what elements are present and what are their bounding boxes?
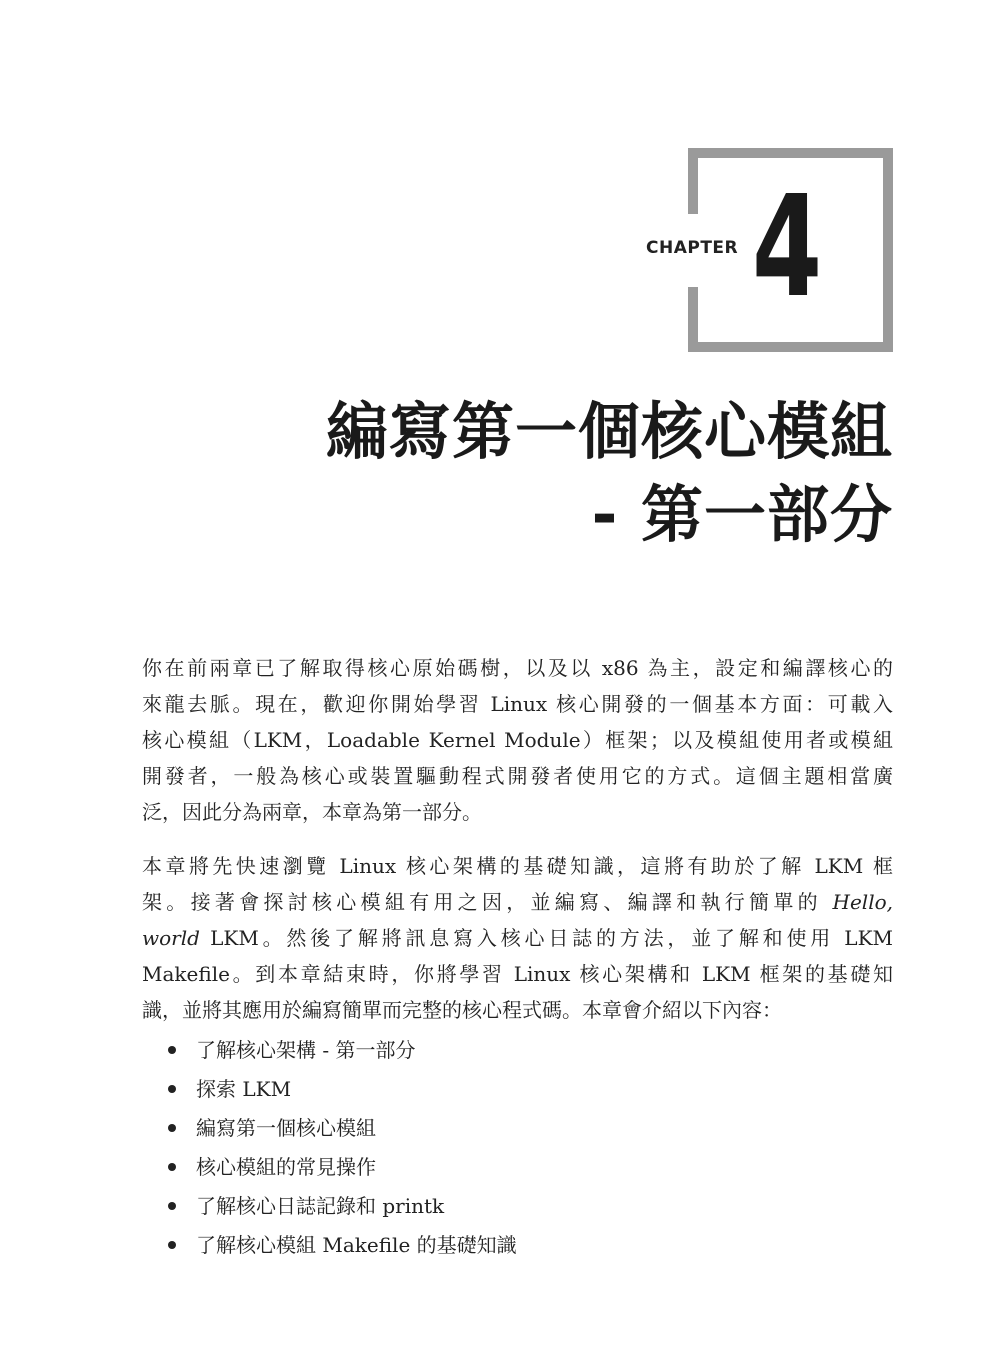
list-item-text: 了解核心模組 Makefile 的基礎知識 bbox=[196, 1232, 517, 1257]
bullet-icon bbox=[168, 1241, 176, 1249]
intro-paragraph-1 bbox=[142, 650, 893, 830]
bullet-icon bbox=[168, 1124, 176, 1132]
list-item-text: 了解核心日誌記錄和 printk bbox=[196, 1193, 445, 1218]
text-line bbox=[142, 884, 893, 920]
text-segment: 架。接著會探討核心模組有用之因，並編寫、編譯和執行簡單的 bbox=[142, 890, 833, 914]
list-item bbox=[168, 1225, 517, 1264]
chapter-frame-left-bottom bbox=[688, 287, 698, 352]
text-line: 本章將先快速瀏覽 Linux 核心架構的基礎知識，這將有助於了解 LKM 框 bbox=[142, 854, 893, 878]
text-segment: LKM。然後了解將訊息寫入核心日誌的方法，並了解和使用 LKM bbox=[199, 926, 893, 950]
text-line: 泛，因此分為兩章，本章為第一部分。 bbox=[142, 800, 482, 824]
list-item-text: 了解核心架構 - 第一部分 bbox=[196, 1037, 416, 1062]
chapter-title-line1: 編寫第一個核心模組 bbox=[325, 395, 893, 468]
chapter-number: 4 bbox=[752, 166, 823, 329]
list-item bbox=[168, 1108, 517, 1147]
chapter-label: CHAPTER bbox=[646, 238, 739, 258]
text-line: 識，並將其應用於編寫簡單而完整的核心程式碼。本章會介紹以下內容： bbox=[142, 998, 782, 1022]
bullet-icon bbox=[168, 1202, 176, 1210]
list-item bbox=[168, 1147, 517, 1186]
italic-text: Hello, bbox=[832, 890, 893, 914]
list-item bbox=[168, 1186, 517, 1225]
bullet-icon bbox=[168, 1046, 176, 1054]
list-item bbox=[168, 1030, 517, 1069]
text-line: 來龍去脈。現在，歡迎你開始學習 Linux 核心開發的一個基本方面：可載入 bbox=[142, 692, 893, 716]
chapter-title-line2: - 第一部分 bbox=[591, 478, 893, 551]
text-line: Makefile。到本章結束時，你將學習 Linux 核心架構和 LKM 框架的基礎知 bbox=[142, 962, 893, 986]
list-item-text: 核心模組的常見操作 bbox=[196, 1154, 376, 1179]
list-item-text: 探索 LKM bbox=[196, 1076, 292, 1101]
italic-text: world bbox=[142, 926, 200, 950]
topic-list bbox=[168, 1030, 517, 1264]
bullet-icon bbox=[168, 1085, 176, 1093]
bullet-icon bbox=[168, 1163, 176, 1171]
text-line: 核心模組（LKM，Loadable Kernel Module）框架；以及模組使用者或模組 bbox=[142, 728, 893, 752]
chapter-frame-left-top bbox=[688, 148, 698, 214]
text-line bbox=[142, 920, 893, 956]
text-line: 你在前兩章已了解取得核心原始碼樹，以及以 x86 為主，設定和編譯核心的 bbox=[142, 656, 893, 680]
list-item-text: 編寫第一個核心模組 bbox=[196, 1115, 376, 1140]
text-line: 開發者，一般為核心或裝置驅動程式開發者使用它的方式。這個主題相當廣 bbox=[142, 764, 893, 788]
list-item bbox=[168, 1069, 517, 1108]
intro-paragraph-2 bbox=[142, 848, 893, 1028]
